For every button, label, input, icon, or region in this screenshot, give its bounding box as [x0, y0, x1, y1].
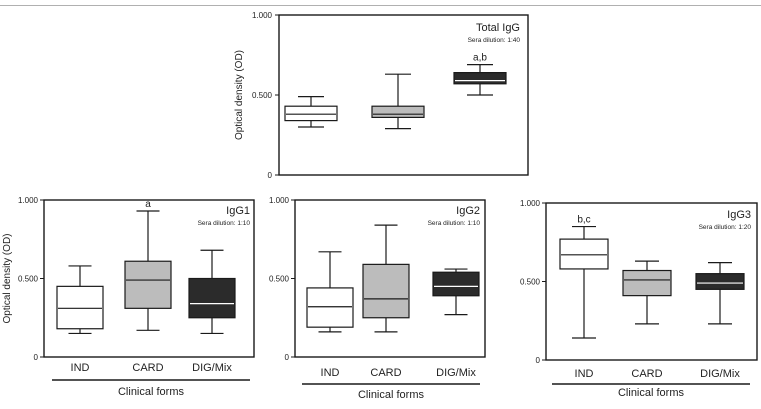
x-axis-label: Clinical forms [117, 386, 185, 398]
box-iqr [363, 264, 409, 317]
category-label: CARD [132, 362, 164, 374]
chart-igg1 [2, 196, 254, 398]
chart-subtitle: Sera dilution: 1:20 [698, 224, 751, 231]
box-card [363, 225, 409, 332]
y-axis-label: Optical density (OD) [2, 233, 13, 324]
y-tick-label: 1.000 [251, 11, 272, 20]
chart-total [234, 11, 528, 180]
box-group1 [372, 74, 424, 128]
category-label: DIG/Mix [436, 367, 476, 379]
box-iqr [125, 261, 171, 308]
box-digmix [696, 263, 744, 324]
category-label: IND [70, 362, 90, 374]
chart-title: IgG3 [727, 209, 751, 221]
chart-title: Total IgG [475, 22, 520, 34]
box-ind [560, 215, 608, 338]
chart-subtitle: Sera dilution: 1:10 [427, 220, 480, 227]
y-tick-label: 1.000 [17, 196, 38, 205]
significance-label: a,b [473, 52, 487, 64]
significance-label: a [145, 198, 151, 210]
box-iqr [623, 271, 671, 296]
box-iqr [57, 286, 103, 328]
y-axis-label: Optical density (OD) [234, 49, 245, 141]
chart-igg2 [269, 196, 485, 401]
chart-title: IgG2 [456, 205, 480, 217]
y-tick-label: 0 [284, 353, 289, 362]
category-label: IND [320, 367, 340, 379]
box-group0 [285, 97, 337, 127]
box-iqr [285, 106, 337, 120]
y-tick-label: 0 [535, 356, 540, 365]
y-tick-label: 0.500 [268, 274, 289, 284]
category-label: CARD [631, 368, 663, 380]
box-card [125, 199, 171, 330]
box-iqr [189, 279, 235, 318]
box-iqr [433, 272, 479, 296]
y-tick-label: 0 [33, 353, 38, 362]
y-tick-label: 0 [267, 171, 272, 180]
y-tick-label: 0.500 [17, 274, 38, 284]
box-group2 [454, 53, 506, 95]
significance-label: b,c [577, 214, 591, 226]
box-ind [57, 266, 103, 334]
chart-igg3 [520, 199, 757, 399]
box-iqr [696, 274, 744, 290]
box-digmix [189, 250, 235, 333]
box-iqr [560, 239, 608, 269]
y-tick-label: 1.000 [268, 196, 289, 205]
y-tick-label: 0.500 [251, 91, 272, 100]
y-tick-label: 1.000 [519, 199, 540, 208]
x-axis-label: Clinical forms [617, 387, 685, 399]
x-axis-label: Clinical forms [357, 389, 425, 401]
chart-subtitle: Sera dilution: 1:40 [467, 37, 520, 44]
category-label: IND [574, 368, 594, 380]
box-iqr [454, 73, 506, 84]
box-card [623, 261, 671, 324]
box-ind [307, 252, 353, 332]
category-label: CARD [370, 367, 402, 379]
box-digmix [433, 269, 479, 315]
y-tick-label: 0.500 [519, 277, 540, 287]
chart-subtitle: Sera dilution: 1:10 [197, 220, 250, 227]
category-label: DIG/Mix [700, 368, 740, 380]
box-iqr [307, 288, 353, 327]
chart-title: IgG1 [226, 205, 250, 217]
box-iqr [372, 106, 424, 117]
category-label: DIG/Mix [192, 362, 232, 374]
